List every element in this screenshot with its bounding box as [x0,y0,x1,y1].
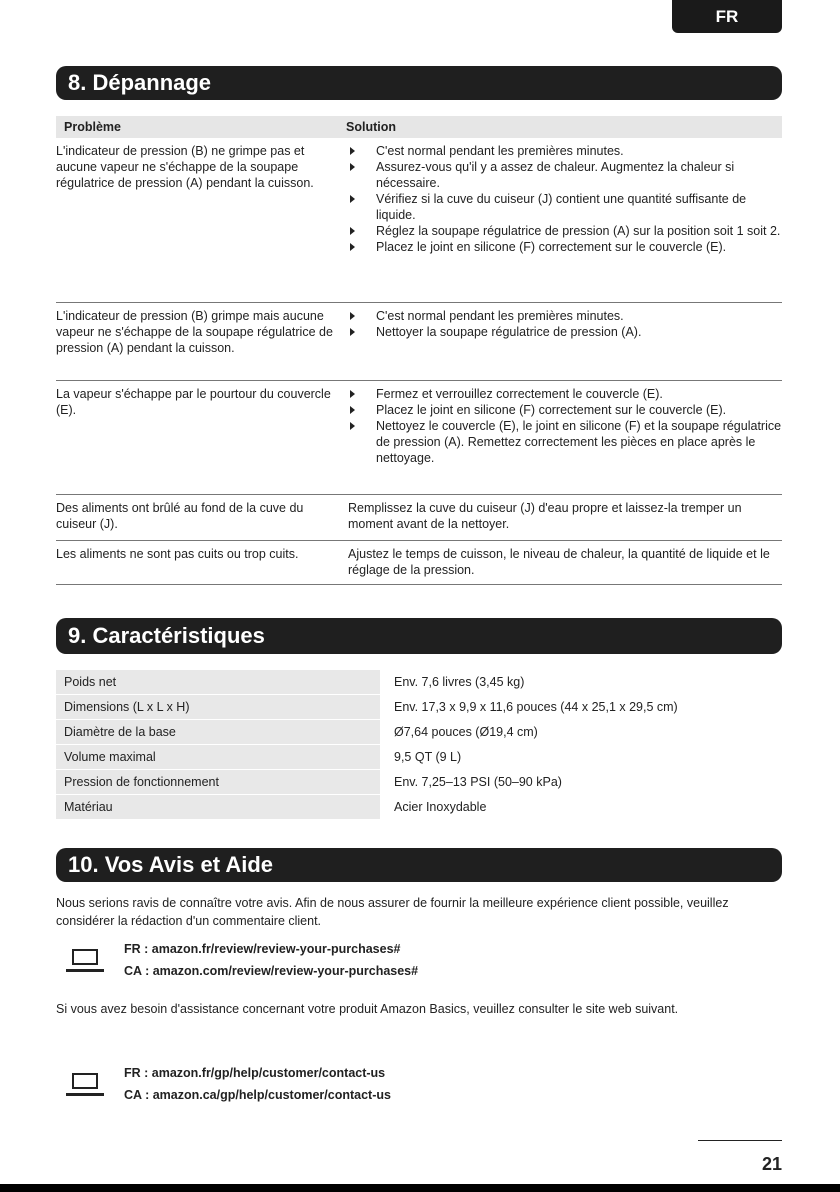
specs-table [56,670,782,820]
spec-label: Poids net [56,670,380,694]
troubleshooting-table [56,116,782,585]
spec-label: Pression de fonctionnement [56,770,380,794]
spec-label: Dimensions (L x L x H) [56,695,380,719]
header-solution: Solution [346,120,396,134]
solution-item: Réglez la soupape régulatrice de pression (A) sur la position soit 1 soit 2. [348,223,782,239]
laptop-icon [66,945,106,975]
spec-label: Matériau [56,795,380,819]
spec-label: Volume maximal [56,745,380,769]
spec-value: 9,5 QT (9 L) [394,750,462,764]
solution-item: C'est normal pendant les premières minutes. [348,308,782,324]
table-row [56,541,782,585]
help-link-ca[interactable]: CA : amazon.ca/gp/help/customer/contact-us [124,1088,391,1102]
help-link-fr[interactable]: FR : amazon.fr/gp/help/customer/contact-us [124,1066,386,1080]
problem-cell: L'indicateur de pression (B) ne grimpe pas et aucune vapeur ne s'échappe de la soupape régulatrice de pression (A) pendant la cuisson. [56,144,314,190]
solution-item: Placez le joint en silicone (F) correctement sur le couvercle (E). [348,402,782,418]
solution-cell [348,308,782,376]
spec-row [56,745,782,769]
header-problem: Problème [64,120,121,134]
table-header [56,116,782,138]
table-row [56,381,782,495]
solution-cell [348,386,782,490]
spec-value: Env. 7,6 livres (3,45 kg) [394,675,525,689]
spec-value: Env. 7,25–13 PSI (50–90 kPa) [394,775,562,789]
review-links [66,938,418,982]
spec-row [56,795,782,819]
review-link-ca[interactable]: CA : amazon.com/review/review-your-purchases# [124,964,419,978]
spec-value: Env. 17,3 x 9,9 x 11,6 pouces (44 x 25,1 x 29,5 cm) [394,700,678,714]
page-number: 21 [761,1154,782,1174]
problem-cell: La vapeur s'échappe par le pourtour du couvercle (E). [56,387,331,417]
spec-row [56,695,782,719]
spec-row [56,720,782,744]
review-link-fr[interactable]: FR : amazon.fr/review/review-your-purchases# [124,942,401,956]
language-tab: FR [672,0,782,33]
solution-cell [348,143,782,298]
spec-value: Acier Inoxydable [394,800,487,814]
solution-item: Placez le joint en silicone (F) correctement sur le couvercle (E). [348,239,782,255]
problem-cell: Des aliments ont brûlé au fond de la cuve du cuiseur (J). [56,501,304,531]
section-header-feedback: 10. Vos Avis et Aide [56,848,782,882]
spec-row [56,770,782,794]
solution-cell: Ajustez le temps de cuisson, le niveau de chaleur, la quantité de liquide et le réglage de la pression. [348,547,770,577]
table-row [56,495,782,541]
spec-label: Diamètre de la base [56,720,380,744]
solution-item: Assurez-vous qu'il y a assez de chaleur. Augmentez la chaleur si nécessaire. [348,159,782,191]
problem-cell: Les aliments ne sont pas cuits ou trop cuits. [56,547,299,561]
section-header-specs: 9. Caractéristiques [56,618,782,654]
feedback-intro: Nous serions ravis de connaître votre avis. Afin de nous assurer de fournir la meilleure expérience client possible, veuillez considérer la rédaction d'un commentaire client. [56,896,729,928]
bottom-edge [0,1184,840,1192]
problem-cell: L'indicateur de pression (B) grimpe mais aucune vapeur ne s'échappe de la soupape régulatrice de pression (A) pendant la cuisson. [56,309,333,355]
laptop-icon [66,1069,106,1099]
solution-cell: Remplissez la cuve du cuiseur (J) d'eau propre et laissez-la tremper un moment avant de la nettoyer. [348,501,742,531]
table-row [56,303,782,381]
spec-row [56,670,782,694]
solution-item: Vérifiez si la cuve du cuiseur (J) contient une quantité suffisante de liquide. [348,191,782,223]
solution-item: Nettoyez le couvercle (E), le joint en silicone (F) et la soupape régulatrice de pression (A). Remettez correctement les pièces en place après le nettoyage. [348,418,782,466]
help-links [66,1062,391,1106]
solution-item: C'est normal pendant les premières minutes. [348,143,782,159]
solution-item: Nettoyer la soupape régulatrice de pression (A). [348,324,782,340]
spec-value: Ø7,64 pouces (Ø19,4 cm) [394,725,538,739]
section-header-troubleshooting: 8. Dépannage [56,66,782,100]
table-row [56,138,782,303]
page-number-rule [698,1140,782,1141]
solution-item: Fermez et verrouillez correctement le couvercle (E). [348,386,782,402]
help-intro: Si vous avez besoin d'assistance concernant votre produit Amazon Basics, veuillez consulter le site web suivant. [56,1002,679,1016]
